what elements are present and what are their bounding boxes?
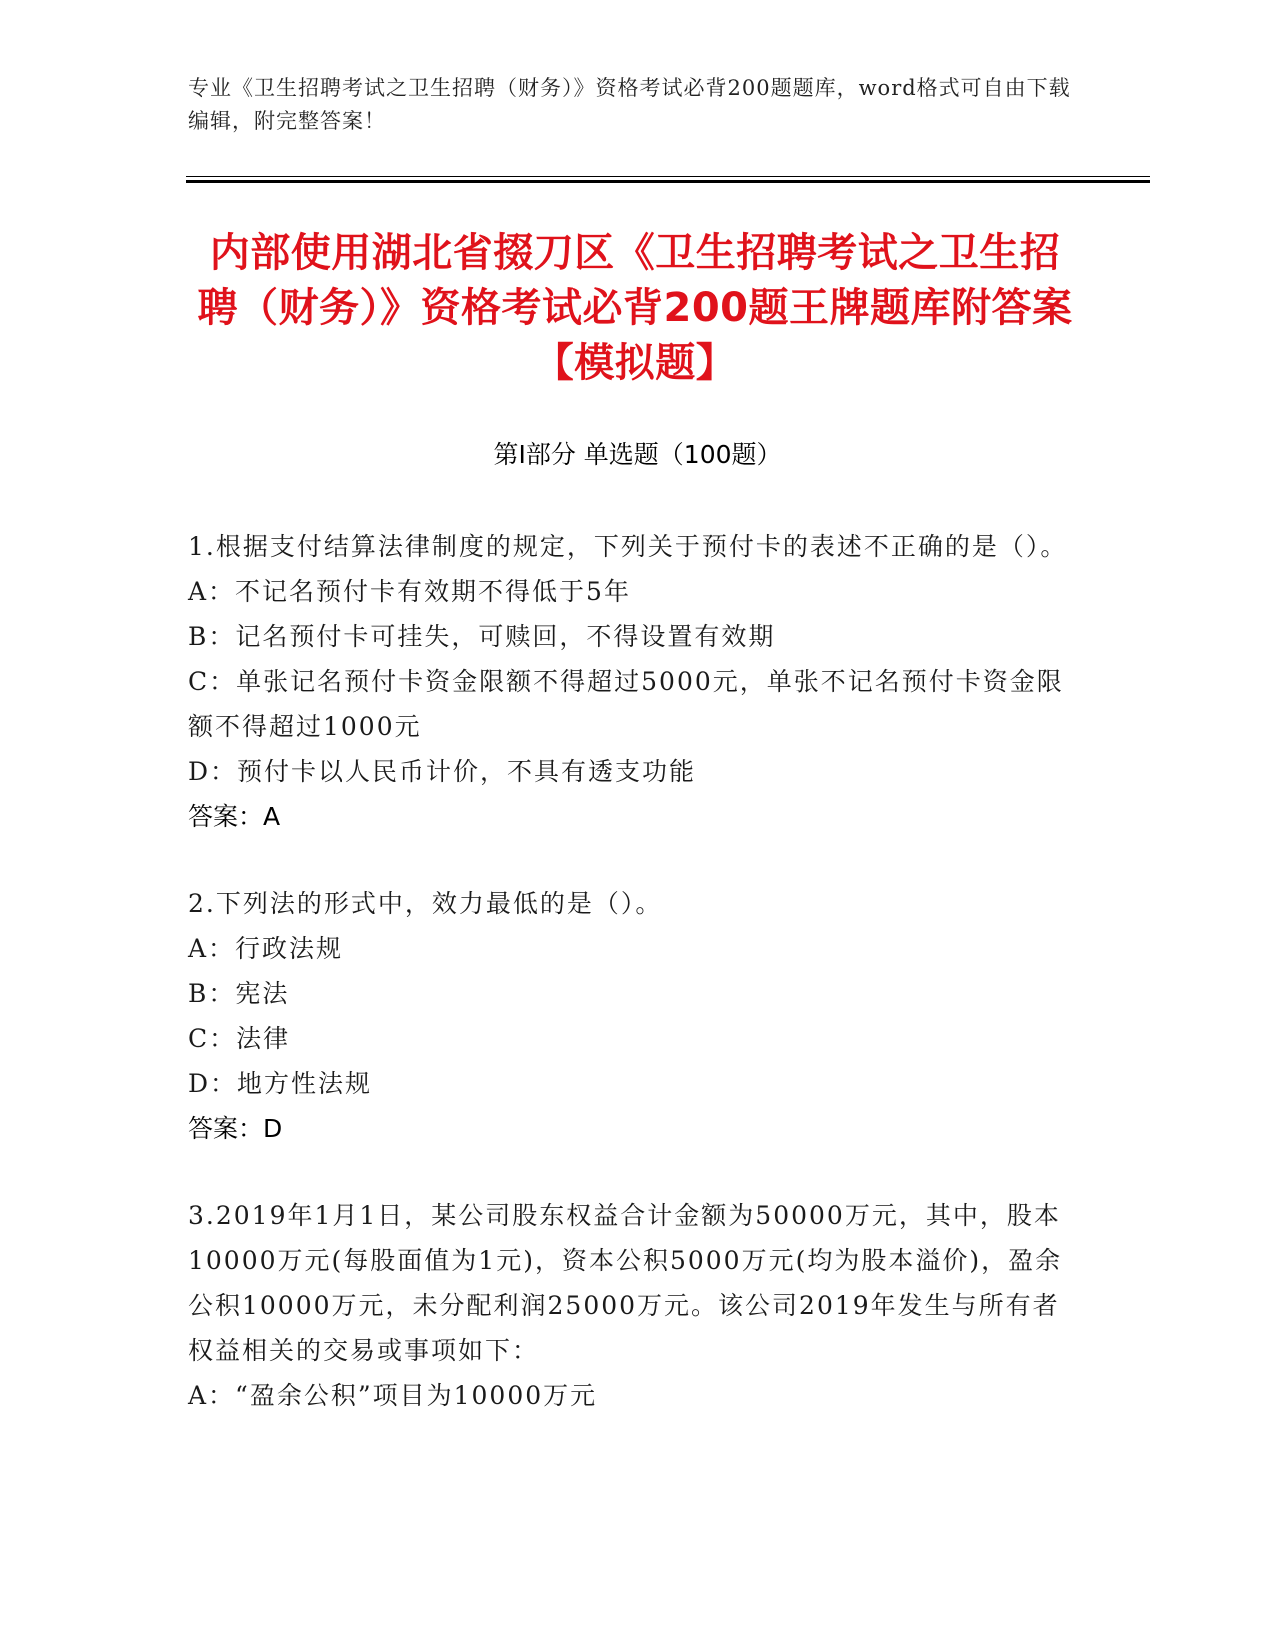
question-1 [188, 524, 1068, 839]
question-stem: 2.下列法的形式中，效力最低的是（）。 [188, 889, 663, 918]
header-rule-thin [186, 176, 1150, 177]
question-2 [188, 881, 1068, 1151]
header-rule-thick [186, 180, 1150, 183]
answer: 答案：D [188, 1114, 283, 1143]
question-stem: 3.2019年1月1日，某公司股东权益合计金额为50000万元，其中，股本10000万元(每股面值为1元)，资本公积5000万元(均为股本溢价)，盈余公积10000万元，未分配利润25000万元。该公司2019年发生与所有者权益相关的交易或事项如下： [188, 1201, 1063, 1365]
option-a: A：“盈余公积”项目为10000万元 [188, 1381, 598, 1410]
option-b: B：记名预付卡可挂失，可赎回，不得设置有效期 [188, 622, 776, 651]
header-note: 专业《卫生招聘考试之卫生招聘（财务）》资格考试必背200题题库，word格式可自由下载编辑，附完整答案！ [188, 76, 1071, 133]
option-a: A：不记名预付卡有效期不得低于5年 [188, 577, 631, 606]
option-c: C：单张记名预付卡资金限额不得超过5000元，单张不记名预付卡资金限额不得超过1000元 [188, 667, 1064, 741]
option-a: A：行政法规 [188, 934, 344, 963]
question-stem: 1.根据支付结算法律制度的规定，下列关于预付卡的表述不正确的是（）。 [188, 532, 1068, 561]
question-list [188, 524, 1068, 1460]
option-d: D：地方性法规 [188, 1069, 373, 1098]
answer: 答案：A [188, 802, 281, 831]
document-title: 内部使用湖北省掇刀区《卫生招聘考试之卫生招聘（财务）》资格考试必背200题王牌题库附答案【模拟题】 [197, 230, 1073, 386]
question-3 [188, 1193, 1068, 1418]
section-title: 第Ⅰ部分 单选题（100题） [493, 440, 782, 469]
option-d: D：预付卡以人民币计价，不具有透支功能 [188, 757, 697, 786]
option-b: B：宪法 [188, 979, 290, 1008]
option-c: C：法律 [188, 1024, 291, 1053]
